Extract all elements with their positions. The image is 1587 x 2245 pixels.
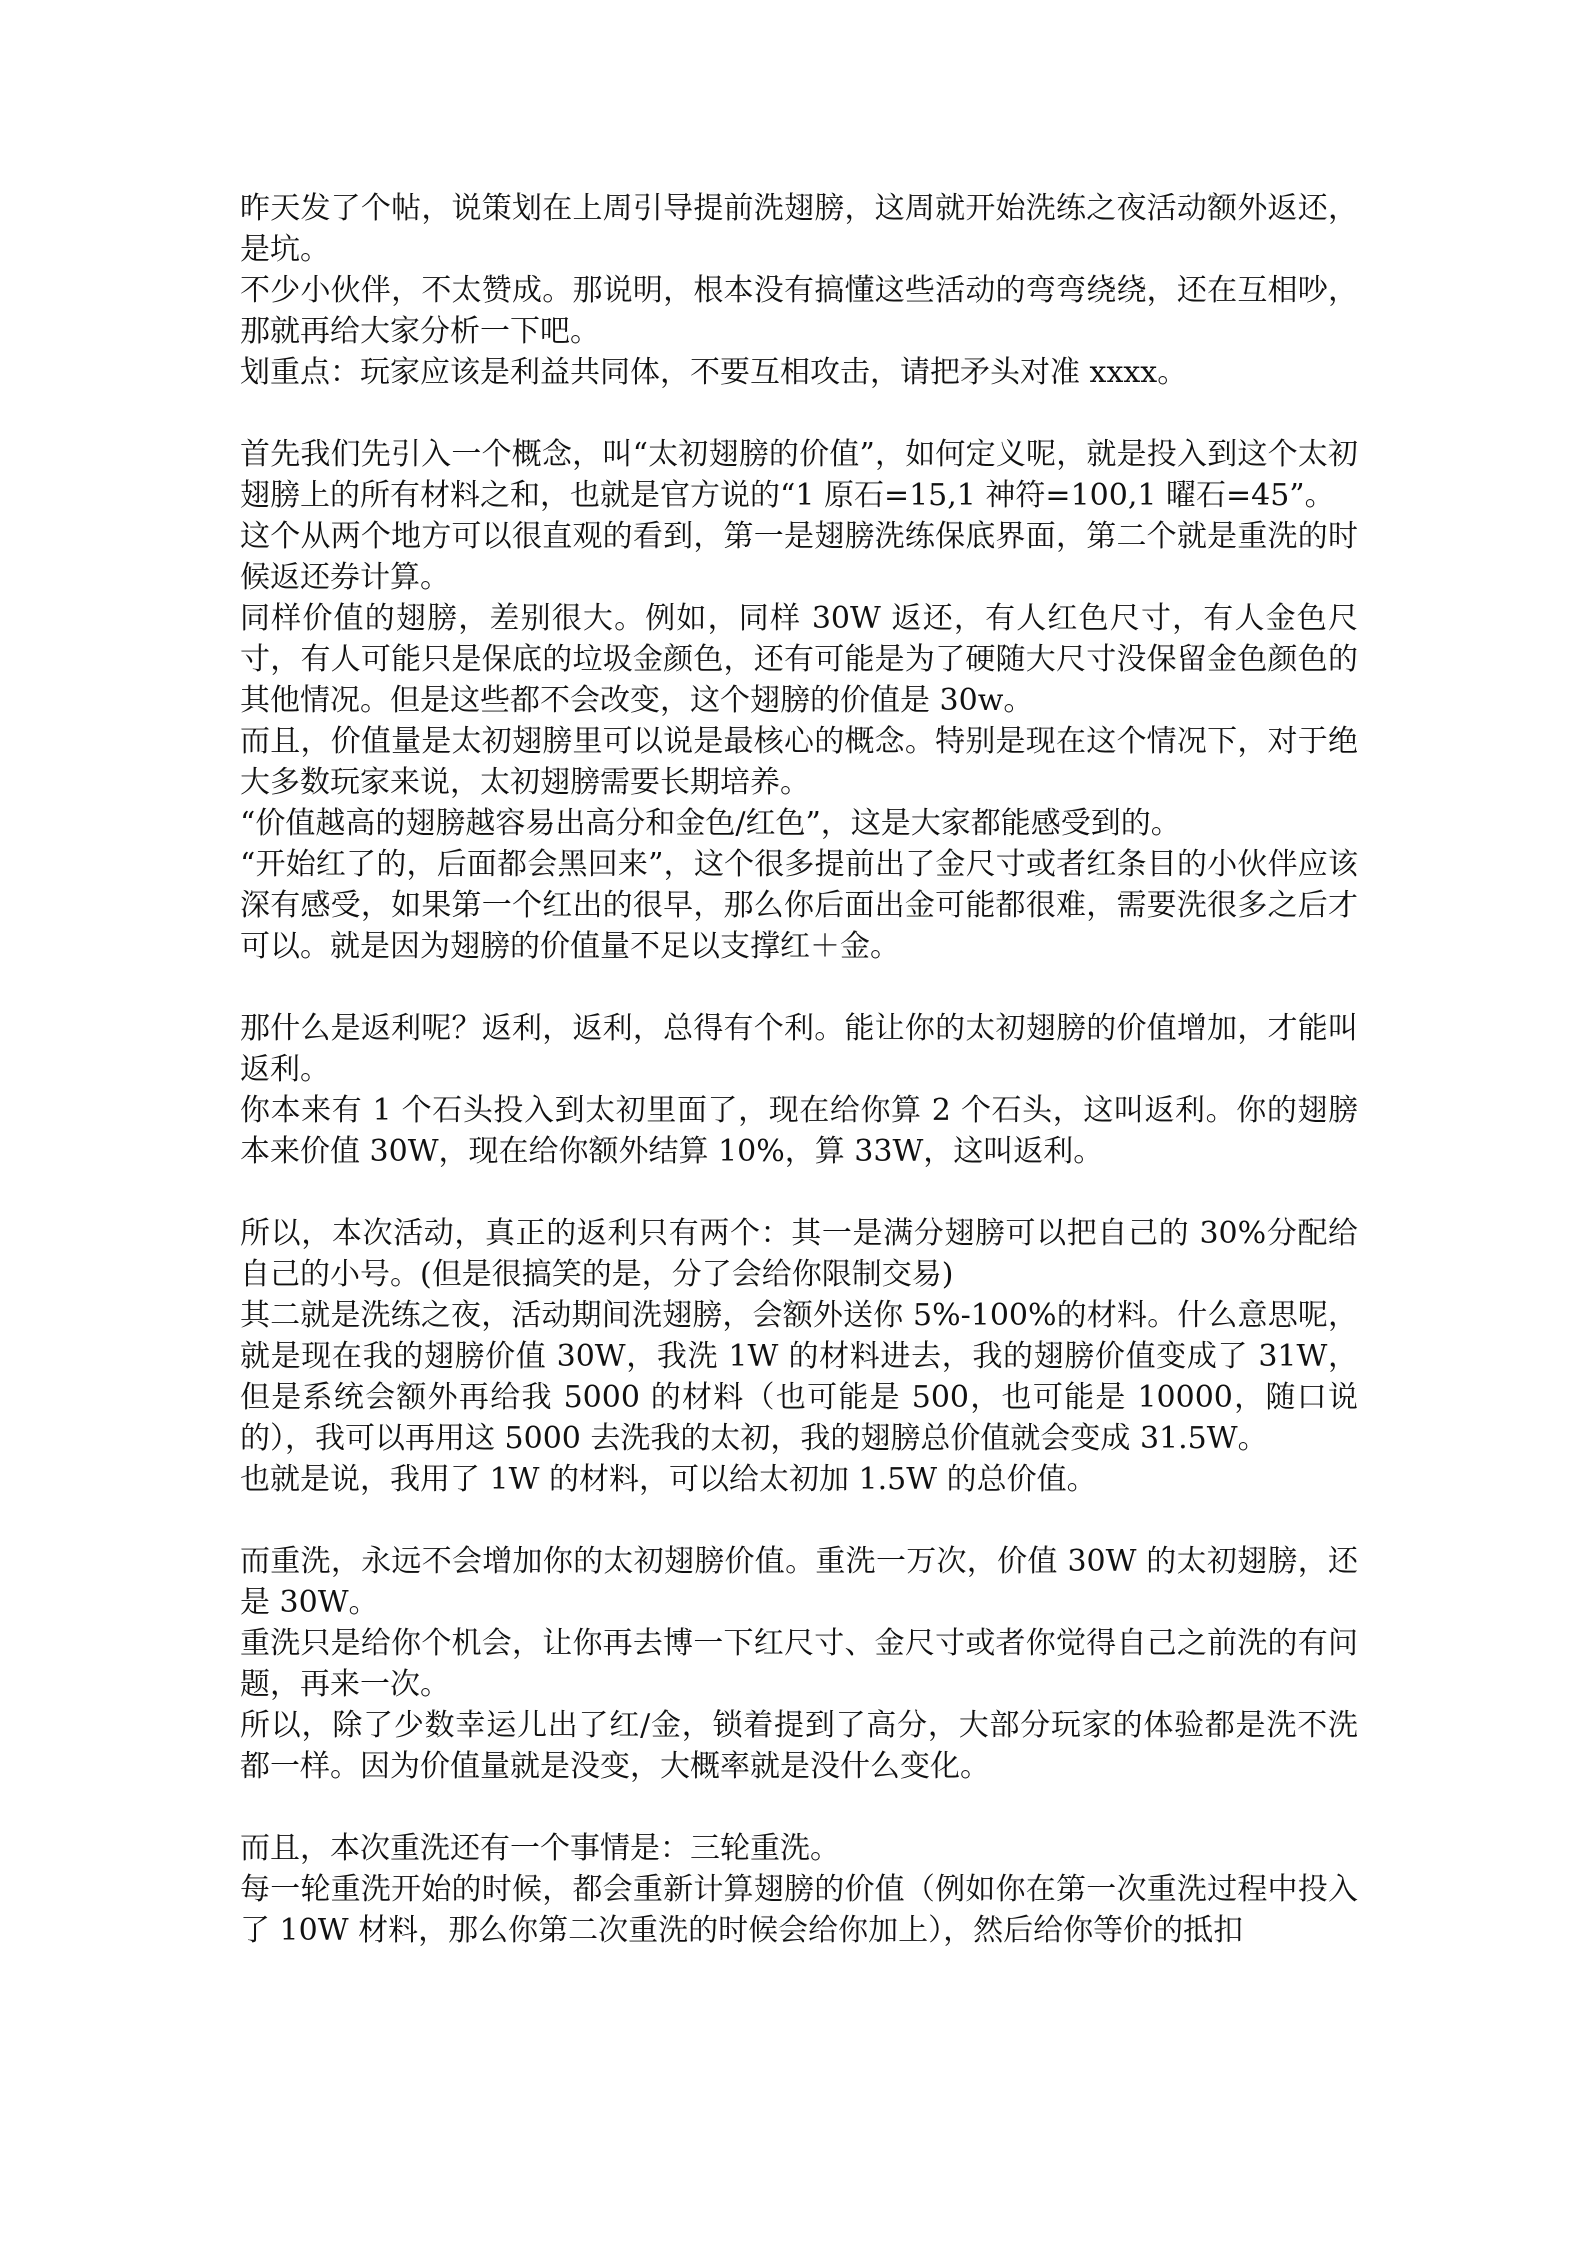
paragraph: 那什么是返利呢？返利，返利，总得有个利。能让你的太初翅膀的价值增加，才能叫返利。: [240, 1011, 1358, 1087]
paragraph: 而且，价值量是太初翅膀里可以说是最核心的概念。特别是现在这个情况下，对于绝大多数玩家来说，太初翅膀需要长期培养。: [240, 724, 1358, 800]
paragraph: 其二就是洗练之夜，活动期间洗翅膀，会额外送你 5%-100%的材料。什么意思呢，就是现在我的翅膀价值 30W，我洗 1W 的材料进去，我的翅膀价值变成了 31W，但是系统会额外再给我 5000 的材料（也可能是 500，也可能是 10000，随口说的），我可以再用这 5000 去洗我的太初，我的翅膀总价值就会变成 31.5W。: [240, 1298, 1358, 1456]
paragraph: 同样价值的翅膀，差别很大。例如，同样 30W 返还，有人红色尺寸，有人金色尺寸，有人可能只是保底的垃圾金颜色，还有可能是为了硬随大尺寸没保留金色颜色的其他情况。但是这些都不会改变，这个翅膀的价值是 30w。: [240, 601, 1358, 718]
paragraph: 这个从两个地方可以很直观的看到，第一是翅膀洗练保底界面，第二个就是重洗的时候返还券计算。: [240, 519, 1358, 595]
paragraph-gap: [240, 967, 1358, 1008]
paragraph: 划重点：玩家应该是利益共同体，不要互相攻击，请把矛头对准 xxxx。: [240, 355, 1188, 390]
paragraph: 昨天发了个帖，说策划在上周引导提前洗翅膀，这周就开始洗练之夜活动额外返还，是坑。: [240, 191, 1358, 267]
paragraph: 重洗只是给你个机会，让你再去博一下红尺寸、金尺寸或者你觉得自己之前洗的有问题，再来一次。: [240, 1626, 1358, 1702]
paragraph: 首先我们先引入一个概念，叫“太初翅膀的价值”，如何定义呢，就是投入到这个太初翅膀上的所有材料之和，也就是官方说的“1 原石=15,1 神符=100,1 曜石=45”。: [240, 437, 1358, 513]
paragraph: 也就是说，我用了 1W 的材料，可以给太初加 1.5W 的总价值。: [240, 1462, 1097, 1497]
paragraph: “开始红了的，后面都会黑回来”，这个很多提前出了金尺寸或者红条目的小伙伴应该深有感受，如果第一个红出的很早，那么你后面出金可能都很难，需要洗很多之后才可以。就是因为翅膀的价值量不足以支撑红＋金。: [240, 847, 1358, 964]
paragraph: “价值越高的翅膀越容易出高分和金色/红色”，这是大家都能感受到的。: [240, 806, 1181, 841]
paragraph: 每一轮重洗开始的时候，都会重新计算翅膀的价值（例如你在第一次重洗过程中投入了 10W 材料，那么你第二次重洗的时候会给你加上），然后给你等价的抵扣: [240, 1872, 1358, 1948]
paragraph: 所以，除了少数幸运儿出了红/金，锁着提到了高分，大部分玩家的体验都是洗不洗都一样。因为价值量就是没变，大概率就是没什么变化。: [240, 1708, 1358, 1784]
paragraph: 而重洗，永远不会增加你的太初翅膀价值。重洗一万次，价值 30W 的太初翅膀，还是 30W。: [240, 1544, 1358, 1620]
paragraph-gap: [240, 1172, 1358, 1213]
paragraph: 你本来有 1 个石头投入到太初里面了，现在给你算 2 个石头，这叫返利。你的翅膀本来价值 30W，现在给你额外结算 10%，算 33W，这叫返利。: [240, 1093, 1358, 1169]
paragraph-gap: [240, 1500, 1358, 1541]
paragraph: 不少小伙伴，不太赞成。那说明，根本没有搞懂这些活动的弯弯绕绕，还在互相吵，那就再给大家分析一下吧。: [240, 273, 1358, 349]
paragraph: 所以，本次活动，真正的返利只有两个：其一是满分翅膀可以把自己的 30%分配给自己的小号。(但是很搞笑的是，分了会给你限制交易): [240, 1216, 1358, 1292]
paragraph-gap: [240, 393, 1358, 434]
article-body: [240, 188, 1358, 1951]
paragraph-gap: [240, 1787, 1358, 1828]
paragraph: 而且，本次重洗还有一个事情是：三轮重洗。: [240, 1831, 840, 1866]
